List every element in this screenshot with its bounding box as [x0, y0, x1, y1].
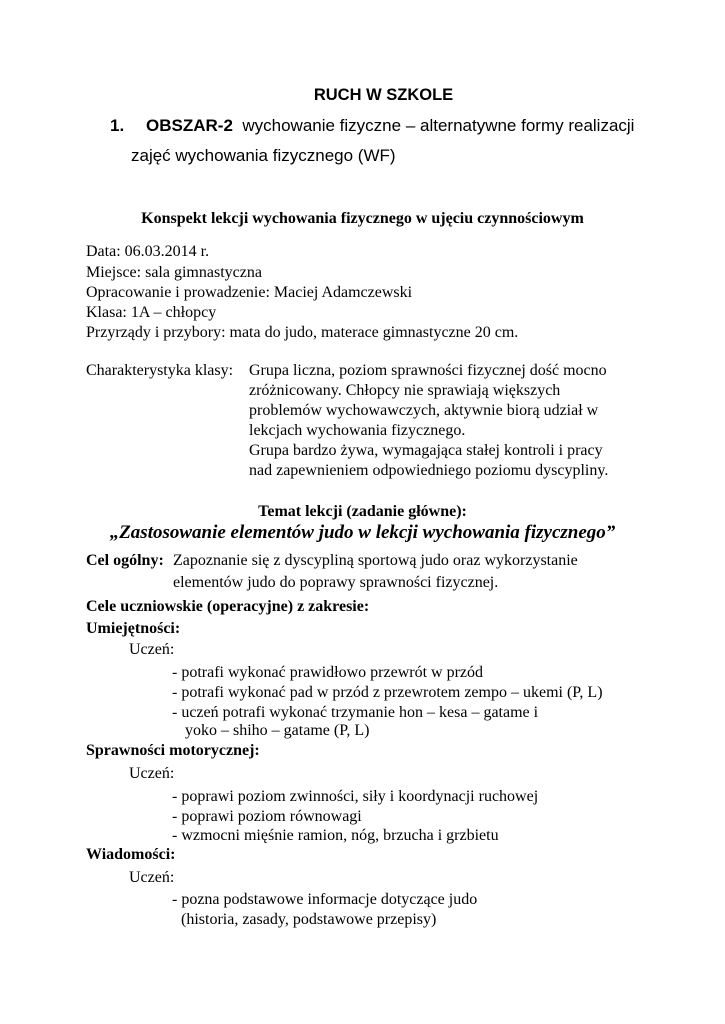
section-number: 1. — [110, 116, 125, 135]
section-label: OBSZAR-2 — [146, 116, 233, 135]
class-characteristics-line: nad zapewnieniem odpowiedniego poziomu dyscypliny. — [249, 462, 609, 479]
general-goal-line: elementów judo do poprawy sprawności fizycznej. — [173, 574, 499, 591]
class-characteristics-label: Charakterystyka klasy: — [86, 362, 234, 379]
student-label: Uczeń: — [129, 765, 175, 782]
list-item: - potrafi wykonać pad w przód z przewrotem zempo – ukemi (P, L) — [172, 684, 603, 701]
class-characteristics-line: zróżnicowany. Chłopcy nie sprawiają większych — [249, 382, 561, 399]
section-text: wychowanie fizyczne – alternatywne formy realizacji — [242, 116, 635, 135]
document-title: RUCH W SZKOLE — [313, 86, 454, 104]
konspekt-title: Konspekt lekcji wychowania fizycznego w ujęciu czynnościowym — [141, 210, 584, 227]
info-equipment: Przyrządy i przybory: mata do judo, materace gimnastyczne 20 cm. — [86, 324, 519, 341]
skills-heading: Umiejętności: — [86, 620, 181, 637]
general-goal-label: Cel ogólny: — [86, 552, 164, 569]
info-author: Opracowanie i prowadzenie: Maciej Adamczewski — [86, 284, 413, 301]
section-heading — [110, 116, 634, 136]
motor-skills-heading: Sprawności motorycznej: — [86, 742, 260, 759]
section-text-continued: zajęć wychowania fizycznego (WF) — [131, 146, 396, 165]
student-label: Uczeń: — [129, 869, 175, 886]
lesson-topic: „Zastosowanie elementów judo w lekcji wychowania fizycznego” — [109, 522, 616, 543]
class-characteristics-line: lekcjach wychowania fizycznego. — [249, 422, 466, 439]
class-characteristics-line: problemów wychowawczych, aktywnie biorą udział w — [249, 402, 599, 419]
list-item: - poprawi poziom zwinności, siły i koordynacji ruchowej — [172, 788, 539, 805]
list-item: - poprawi poziom równowagi — [172, 808, 362, 825]
class-characteristics-line: Grupa liczna, poziom sprawności fizycznej dość mocno — [249, 362, 607, 379]
info-class: Klasa: 1A – chłopcy — [86, 304, 217, 321]
list-item: (historia, zasady, podstawowe przepisy) — [181, 911, 437, 928]
list-item: - wzmocni mięśnie ramion, nóg, brzucha i grzbietu — [172, 827, 499, 844]
list-item: - potrafi wykonać prawidłowo przewrót w przód — [172, 664, 484, 681]
list-item: - uczeń potrafi wykonać trzymanie hon – kesa – gatame i — [172, 704, 539, 721]
student-label: Uczeń: — [129, 641, 175, 658]
lesson-topic-label: Temat lekcji (zadanie główne): — [258, 503, 467, 520]
knowledge-heading: Wiadomości: — [86, 846, 176, 863]
info-date: Data: 06.03.2014 r. — [86, 243, 210, 260]
info-place: Miejsce: sala gimnastyczna — [86, 264, 262, 281]
list-item: - pozna podstawowe informacje dotyczące judo — [172, 891, 478, 908]
general-goal-line: Zapoznanie się z dyscypliną sportową judo oraz wykorzystanie — [173, 552, 578, 569]
student-goals-heading: Cele uczniowskie (operacyjne) z zakresie: — [86, 598, 370, 615]
list-item: yoko – shiho – gatame (P, L) — [185, 722, 370, 739]
class-characteristics-line: Grupa bardzo żywa, wymagająca stałej kontroli i pracy — [249, 442, 603, 459]
